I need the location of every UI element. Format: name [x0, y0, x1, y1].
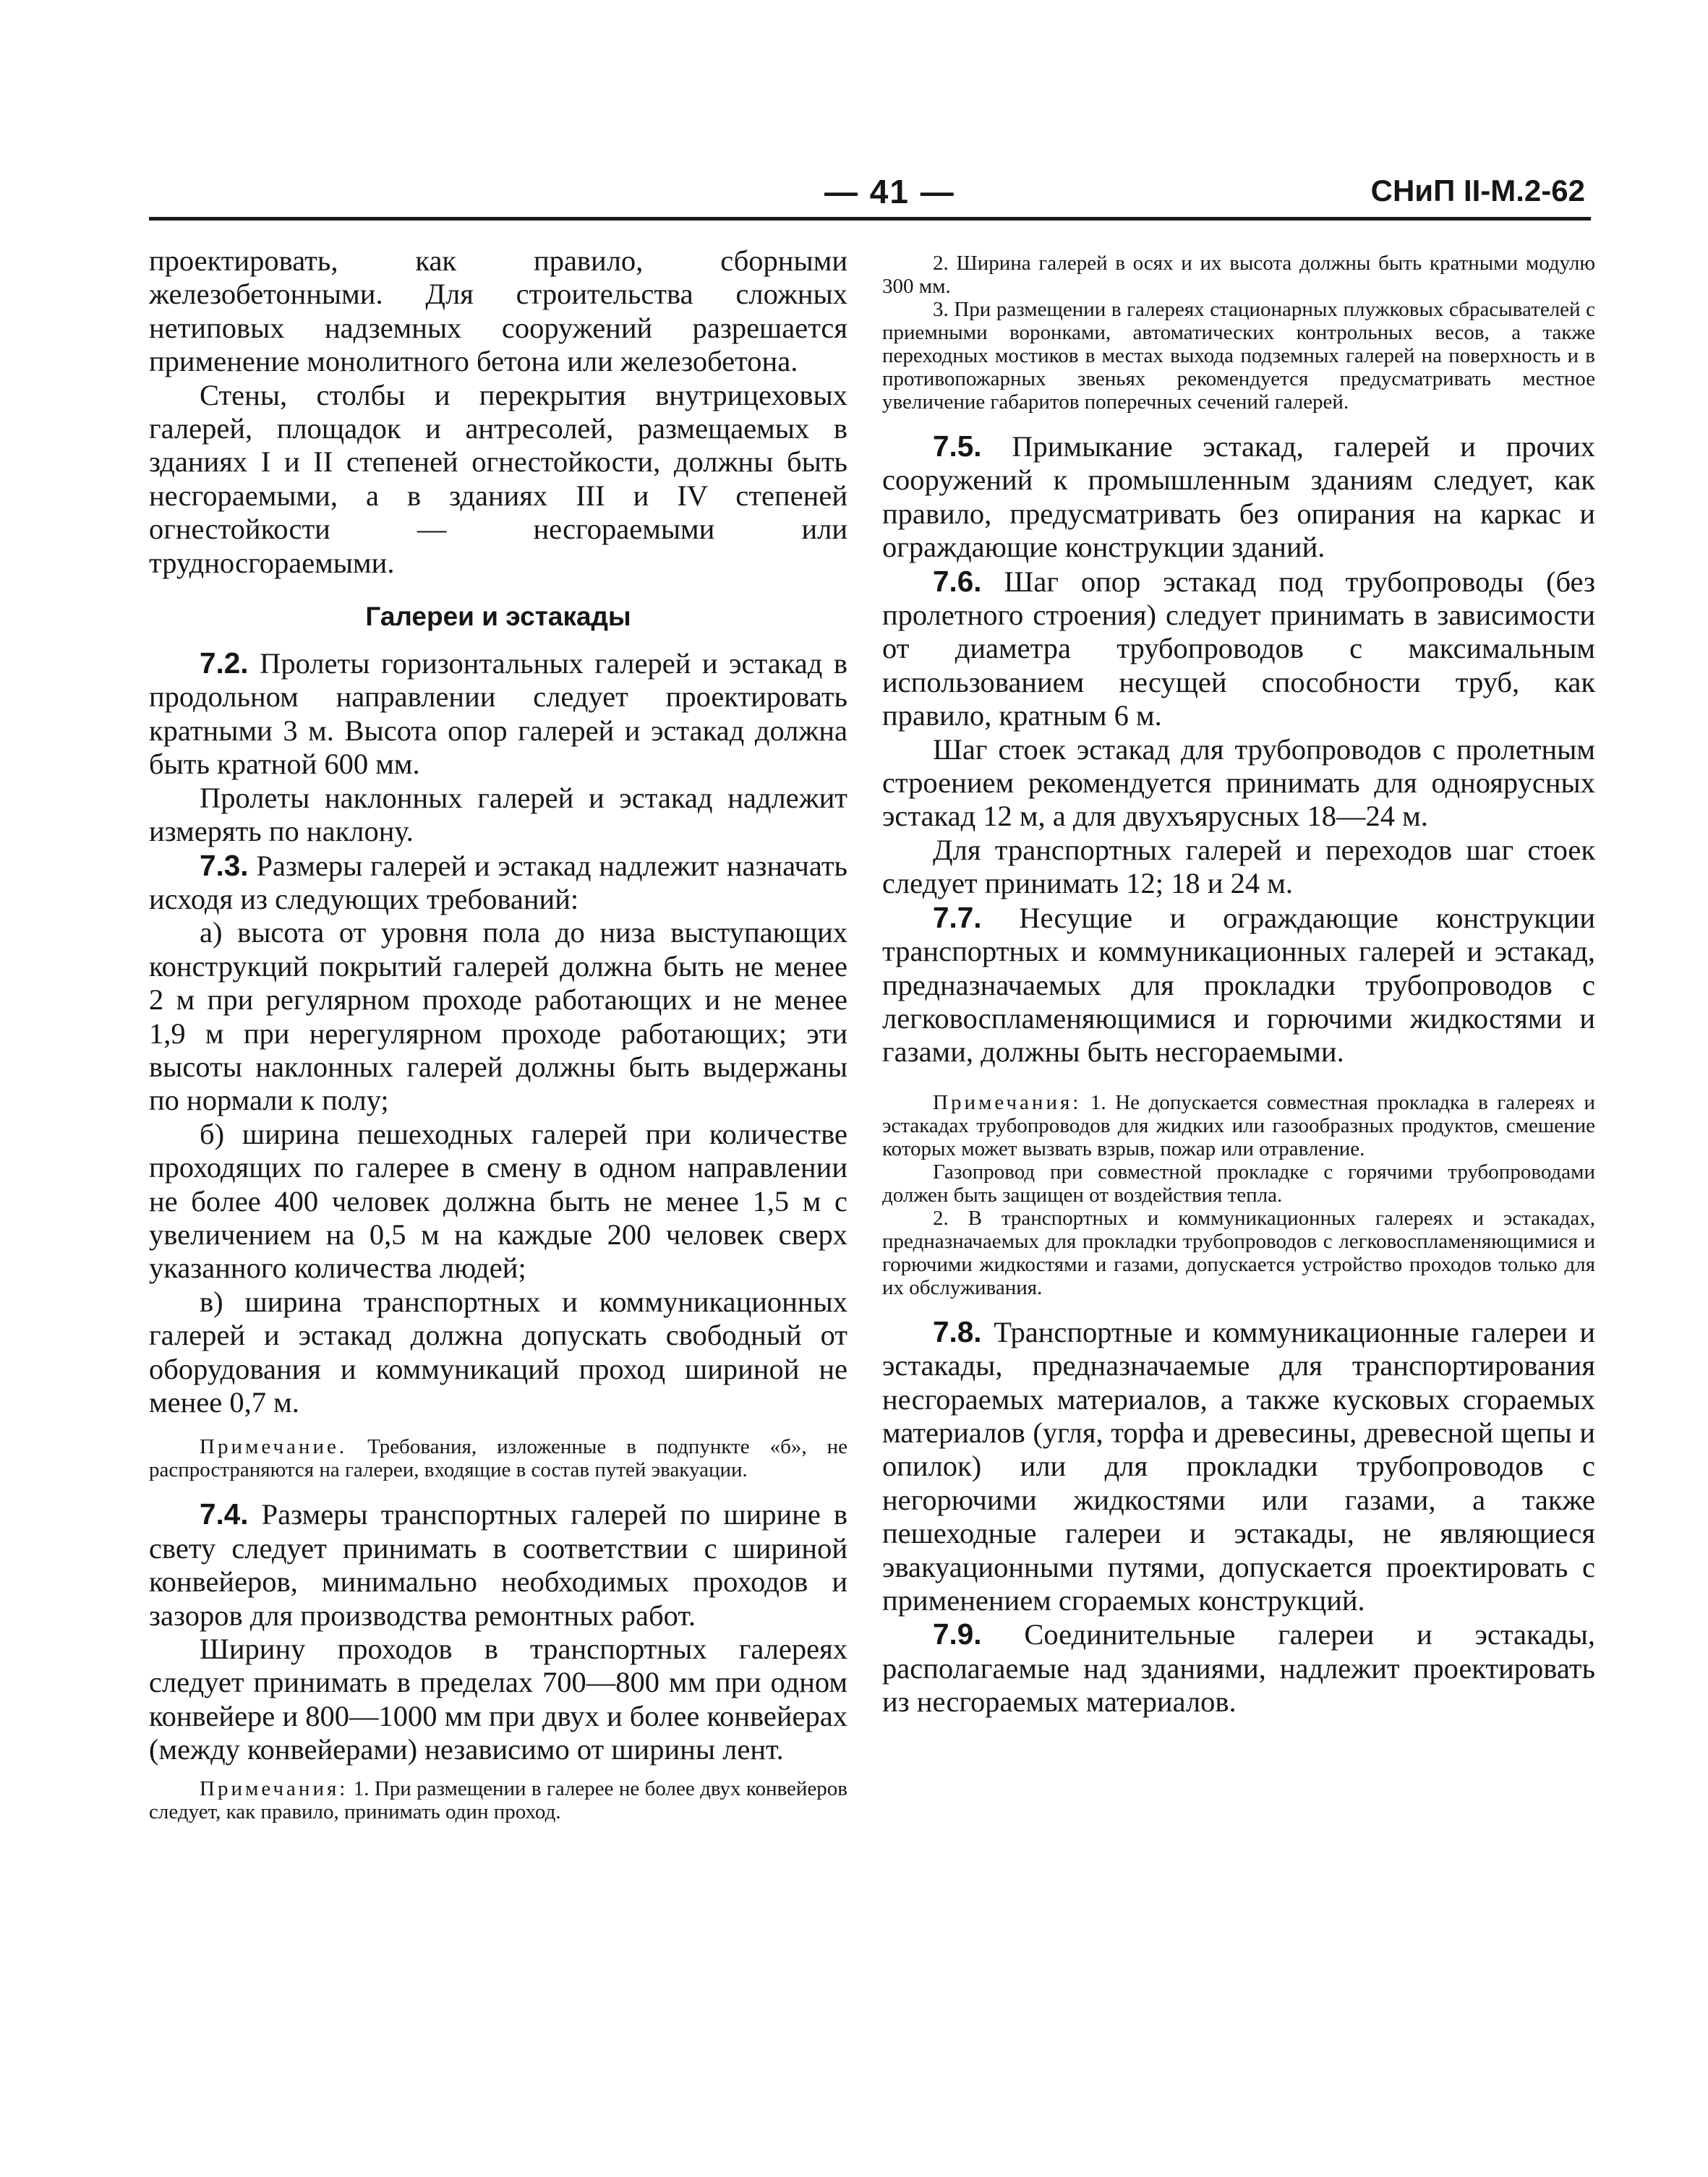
clause-text: Пролеты горизонтальных галерей и эстакад в продольном направлении следует проектировать кратными 3 м. Высота опор галерей и эстакад должна быть кратной 600 мм.	[149, 647, 847, 781]
page-header	[149, 168, 1589, 221]
document-code: СНиП II-М.2-62	[1370, 174, 1585, 208]
clause-number: 7.4.	[200, 1497, 249, 1531]
note-paragraph: 3. При размещении в галереях стационарных плужковых сбрасывателей с приемными воронками, автоматических контрольных весов, а также переходных мостиков в местах выхода подземных галерей на поверхность и в противопожарных звеньях рекомендуется предусматривать местное увеличение габаритов поперечных сечений галерей.	[882, 298, 1595, 414]
clause-7-7	[882, 901, 1595, 1069]
clause-7-3	[149, 849, 847, 917]
clause-text: Транспортные и коммуникационные галереи и эстакады, предназначаемые для транспортирования несгораемых материалов, а также кусковых сгораемых материалов (угля, торфа и древесины, древесной щепы и опилок) или для прокладки трубопроводов с негорючими жидкостями или газами, а также пешеходные галереи и эстакады, не являющиеся эвакуационными путями, допускается проектировать с применением сгораемых конструкций.	[882, 1315, 1595, 1617]
note-block	[882, 1091, 1595, 1299]
clause-text: Несущие и ограждающие конструкции транспортных и коммуникационных галерей и эстакад, предназначаемых для прокладки трубопроводов с легковоспламеняющимися и горючими жидкостями и газами, должны быть несгораемыми.	[882, 901, 1595, 1069]
page-number: — 41 —	[824, 173, 955, 210]
clause-7-8	[882, 1315, 1595, 1618]
note-paragraph	[149, 1435, 847, 1481]
left-column	[149, 244, 847, 1839]
clause-text: Соединительные галереи и эстакады, располагаемые над зданиями, надлежит проектировать из несгораемых материалов.	[882, 1618, 1595, 1719]
clause-number: 7.5.	[933, 429, 982, 463]
note-paragraph: Газопровод при совместной прокладке с горячими трубопроводами должен быть защищен от воздействия тепла.	[882, 1160, 1595, 1207]
clause-number: 7.2.	[200, 646, 249, 680]
note-block	[149, 1435, 847, 1481]
clause-number: 7.3.	[200, 848, 249, 882]
clause-7-3-item-a: а) высота от уровня пола до низа выступающих конструкций покрытий галерей должна быть не менее 2 м при регулярном проходе работающих и не менее 1,9 м при нерегулярном проходе работающих; эти высоты наклонных галерей должны быть выдержаны по нормали к полу;	[149, 916, 847, 1117]
clause-7-3-item-b: б) ширина пешеходных галерей при количестве проходящих по галерее в смену в одном направлении не более 400 человек должна быть не менее 1,5 м с увеличением на 0,5 м на каждые 200 человек сверх указанного количества людей;	[149, 1117, 847, 1285]
note-label: Примечания:	[933, 1090, 1082, 1114]
clause-7-4	[149, 1497, 847, 1633]
clause-number: 7.8.	[933, 1314, 982, 1348]
note-paragraph: 2. В транспортных и коммуникационных галереях и эстакадах, предназначаемых для прокладки трубопроводов с легковоспламеняющимися и горючими жидкостями и газами, допускается устройство проходов только для их обслуживания.	[882, 1206, 1595, 1299]
clause-number: 7.9.	[933, 1617, 982, 1651]
clause-text: Размеры транспортных галерей по ширине в свету следует принимать в соответствии с шириной конвейеров, минимально необходимых проходов и зазоров для производства ремонтных работ.	[149, 1498, 848, 1632]
section-heading: Галереи и эстакады	[365, 602, 631, 632]
clause-text: Примыкание эстакад, галерей и прочих сооружений к промышленным зданиям следует, как правило, предусматривать без опирания на каркас и ограждающие конструкции зданий.	[882, 430, 1596, 564]
clause-7-4-paragraph: Ширину проходов в транспортных галереях следует принимать в пределах 700—800 мм при одном конвейере и 800—1000 мм при двух и более конвейерах (между конвейерами) независимо от ширины лент.	[149, 1633, 847, 1766]
header-rule	[149, 217, 1591, 221]
right-column	[882, 244, 1595, 1719]
clause-7-2	[149, 646, 847, 782]
paragraph-continuation: проектировать, как правило, сборными железобетонными. Для строительства сложных нетиповых надземных сооружений разрешается применение монолитного бетона или железобетона.	[149, 244, 847, 378]
clause-text: Размеры галерей и эстакад надлежит назначать исходя из следующих требований:	[149, 849, 848, 915]
clause-7-6-paragraph: Шаг стоек эстакад для трубопроводов с пролетным строением рекомендуется принимать для одноярусных эстакад 12 м, а для двухъярусных 18—24 м.	[882, 732, 1595, 833]
note-paragraph	[882, 1091, 1595, 1160]
paragraph-walls: Стены, столбы и перекрытия внутрицеховых галерей, площадок и антресолей, размещаемых в зданиях I и II степеней огнестойкости, должны быть несгораемыми, а в зданиях III и IV степеней огнестойкости — несгораемыми или трудносгораемыми.	[149, 378, 847, 579]
clause-7-6-paragraph: Для транспортных галерей и переходов шаг стоек следует принимать 12; 18 и 24 м.	[882, 833, 1595, 900]
clause-text: Шаг опор эстакад под трубопроводы (без пролетного строения) следует принимать в зависимости от диаметра трубопроводов с максимальным использованием несущей способности труб, как правило, кратным 6 м.	[882, 565, 1595, 732]
clause-7-3-item-c: в) ширина транспортных и коммуникационных галерей и эстакад должна допускать свободный от оборудования и коммуникаций проход шириной не менее 0,7 м.	[149, 1285, 847, 1419]
note-text: 1. Не допускается совместная прокладка в галереях и эстакадах трубопроводов для жидких или газообразных продуктов, смешение которых может вызвать взрыв, пожар или отравление.	[882, 1090, 1595, 1160]
note-text: 1. При размещении в галерее не более двух конвейеров следует, как правило, принимать один проход.	[149, 1776, 848, 1823]
clause-7-5	[882, 429, 1595, 565]
note-block	[882, 252, 1595, 414]
clause-number: 7.7.	[933, 900, 982, 934]
note-label: Примечания:	[200, 1776, 349, 1800]
clause-7-2-paragraph: Пролеты наклонных галерей и эстакад надлежит измерять по наклону.	[149, 781, 847, 848]
clause-7-9	[882, 1617, 1595, 1719]
note-block	[149, 1777, 847, 1823]
clause-number: 7.6.	[933, 564, 982, 598]
note-label: Примечание.	[200, 1435, 348, 1459]
note-text: Требования, изложенные в подпункте «б», не распространяются на галереи, входящие в состав путей эвакуации.	[149, 1435, 847, 1482]
clause-7-6	[882, 565, 1595, 733]
note-paragraph	[149, 1777, 847, 1823]
note-paragraph: 2. Ширина галерей в осях и их высота должны быть кратными модулю 300 мм.	[882, 252, 1595, 298]
